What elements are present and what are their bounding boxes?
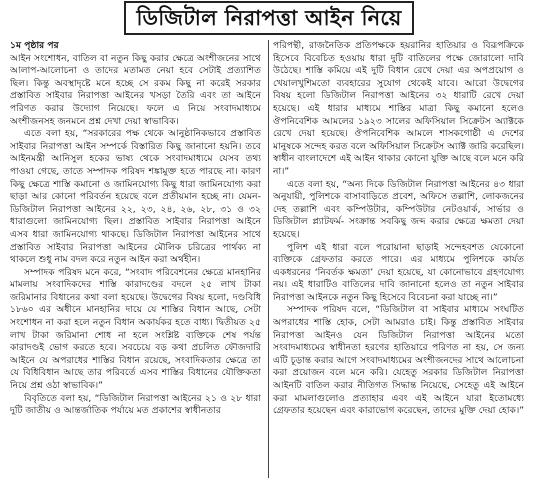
continued-from-label: ১ম পৃষ্ঠার পর [10, 40, 59, 51]
paragraph: সম্পাদক পরিষদ বলে, “ডিজিটাল বা সাইবার মাধ্যমে সংঘটিত অপরাধের শাস্তি হোক, সেটা আমরাও চাই। কিন্তু প্রস্তাবিত সাইবার নিরাপত্তা আইনও যেন ডিজিটাল নিরাপত্তা আইনের মতো সংবাদমাধ্যমের স্বাধীনতা হরণের হাতিয়ারে পরিণত না হয়, সে জন্য এটি চূড়ান্ত করার আগে সংবাদমাধ্যমের অংশীজনদের সাথে আলোচনা করা প্রয়োজন বলে মনে করি। যেহেতু সরকার ডিজিটাল নিরাপত্তা আইনটি বাতিল করার নীতিগত সিদ্ধান্ত নিয়েছে, সেহেতু এই আইনে করা মামলাগুলোও প্রত্যাহার এবং এই আইনে যারা ইতোমধ্যে গ্রেফতার হয়েছেন এবং কারাভোগ করেছেন, তাদের মুক্তি দেয়া হোক।” [273, 304, 524, 417]
article-body [10, 40, 530, 480]
paragraph: পুলিশ এই ধারা বলে পরোয়ানা ছাড়াই সন্দেহবশত যেকোনো ব্যক্তিকে গ্রেফতার করতে পারে। এর মাধ্যমে পুলিশকে কার্যত একধরনের ‘নিবর্তক ক্ষমতা’ দেয়া হয়েছে, যা কোনোভাবে গ্রহণযোগ্য নয়। এই ধারাটিও বাতিলের দাবি জানানো হলেও তা নতুন সাইবার নিরাপত্তা আইনকে নতুন কিছু হিসেবে বিবেচনা করা যাচ্ছে না।” [273, 241, 524, 303]
left-column [10, 40, 261, 480]
right-column [273, 40, 524, 480]
paragraph: এতে বলা হয়, “অন্য দিকে ডিজিটাল নিরাপত্তা আইনের ৪৩ ধারা অনুযায়ী, পুলিশকে বাসাবাড়িতে প্রবেশ, অফিসে তল্লাশি, লোকজনের দেহ তল্লাশি এবং কম্পিউটার, কম্পিউটার নেটওয়ার্ক, সার্ভার ও ডিজিটাল প্ল্যাটফর্ম- সংক্রান্ত সবকিছু জব্দ করার ক্ষেত্রে ক্ষমতা দেয়া হয়েছে। [273, 178, 524, 240]
paragraph: সম্পাদক পরিষদ মনে করে, “সংবাদ পরিবেশনের ক্ষেত্রে মানহানির মামলায় সংবাদিকদের শাস্তি কারাদণ্ডের বদলে ২৫ লাখ টাকা জরিমানার বিধানের কথা বলা হয়েছে। উদ্বেগের বিষয় হলো, দণ্ডবিধি ১৮৬০ এর অধীনে মানহানির দায়ে যে শাস্তির বিধান আছে, সেটা সংশোধন না করা হলে নতুন বিধান অকার্যকর হতে বাধ্য। দ্বিতীয়ত ২৫ লাখ টাকা জরিমানা শোধ না হলে সংশ্লিষ্ট ব্যক্তিকে শেষ পর্যন্ত কারাদণ্ডই ভোগ করতে হবে। সবচেয়ে বড় কথা প্রচলিত ফৌজদারি আইনে যে অপরাধের শাস্তির বিধান রয়েছে, সংবাদিকতার ক্ষেত্রে তা যে বিধিবিধান আছে তার পরিবর্তে এসব শাস্তির বিধানের যৌক্তিকতা নিয়ে প্রশ্ন ওঠা স্বাভাবিক।” [10, 266, 261, 392]
paragraph: পরিপন্থী, রাজনৈতিক প্রতিপক্ষকে হয়রানির হাতিয়ার ও বিরূপক্রিকে হিসেবে বিবেচিত হওয়ায় ধারা দুটি বাতিলের পক্ষে জোরালো দাবি উঠেছে। শাস্তি কমিয়ে এই দুটি বিধান রেখে দেয়া এর অপপ্রয়োগ ও খেয়ালখুশিমতো ব্যবহারের সুযোগ থেকেই যাবে। আরো উদ্বেগের বিষয় হলো ডিজিটাল নিরাপত্তা আইনের ৩২ ধারাটি রেখে দেয়া হয়েছে। এই ধারার মাধ্যমে শাস্তির মাত্রা কিছু কমানো হলেও ঔপনিবেশিক আমলের ১৯২৩ সালের অফিসিয়াল সিক্রেটস অ্যাক্টকে রেখে দেয়া হয়েছে। ঔপনিবেশিক আমলে শাসকগোষ্ঠী এ দেশের মানুষকে সন্দেহ করত বলে অফিসিয়াল সিক্রেটস অ্যাক্ট জারি করেছিল। স্বাধীন বাংলাদেশে এই আইন থাকার কোনো যুক্তি আছে বলে মনে করি না।” [273, 40, 524, 177]
paragraph [10, 40, 261, 53]
headline: ডিজিটাল নিরাপত্তা আইন নিয়ে [124, 1, 413, 35]
headline-area [0, 0, 538, 36]
paragraph: এতে বলা হয়, “সরকারের পক্ষ থেকে আনুষ্ঠানিকভাবে প্রস্তাবিত সাইবার নিরাপত্তা আইন সম্পর্কে বিস্তারিত কিছু জানানো হয়নি। তবে আইনমন্ত্রী আনিসুল হকের ভাষ্য থেকে সংবাদমাধ্যমে যেসব তথ্য পাওয়া গেছে, তাতে সম্পাদক পরিষদ শঙ্কামুক্ত হতে পারছে না। কারণ কিছু ক্ষেত্রে শাস্তি কমানো ও জামিনযোগ্য কিছু ধারা জামিনযোগ্য করা ছাড়া আর কোনো পরিবর্তন হয়েছে বলে প্রতীয়মান হচ্ছে না। যেমন- ডিজিটাল নিরাপত্তা আইনের ২২, ২৩, ২৪, ২৬, ২৮, ৩১ ও ৩২ ধারাগুলো জামিনযোগ্য ছিল। প্রস্তাবিত সাইবার নিরাপত্তা আইনে এসব ধারা জামিনযোগ্য থাকছে। ডিজিটাল নিরাপত্তা আইনের সাথে প্রস্তাবিত সাইবার নিরাপত্তা আইনের মৌলিক চরিত্রের পার্থক্য না থাকলে শুধু নাম বদল করে নতুন আইন করা অর্থহীন। [10, 128, 261, 266]
paragraph: আইন সংশোধন, বাতিল বা নতুন কিছু করার ক্ষেত্রে অংশীজনের সাথে আলাপ-আলোচনা ও তাদের মতামত নেয়া হবে সেটাই প্রত্যাশিত ছিল। কিন্তু অবস্থাদৃষ্টে মনে হচ্ছে সে রকম কিছু না করেই সরকার প্রস্তাবিত সাইবার নিরাপত্তা আইনের খসড়া তৈরি এবং তা আইনে পরিণত করার উদ্যোগ নিয়েছে। ফলে এ নিয়ে সংবাদমাধ্যমে অংশীজনসহ জনমনে প্রশ্ন দেখা দেয়া স্বাভাবিক। [10, 52, 261, 127]
paragraph: বিবৃতিতে বলা হয়, “ডিজিটাল নিরাপত্তা আইনের ২১ ও ২৮ ধারা দুটি জাতীয় ও আন্তর্জাতিক পর্যায়ে মত প্রকাশের স্বাধীনতার [10, 392, 261, 417]
